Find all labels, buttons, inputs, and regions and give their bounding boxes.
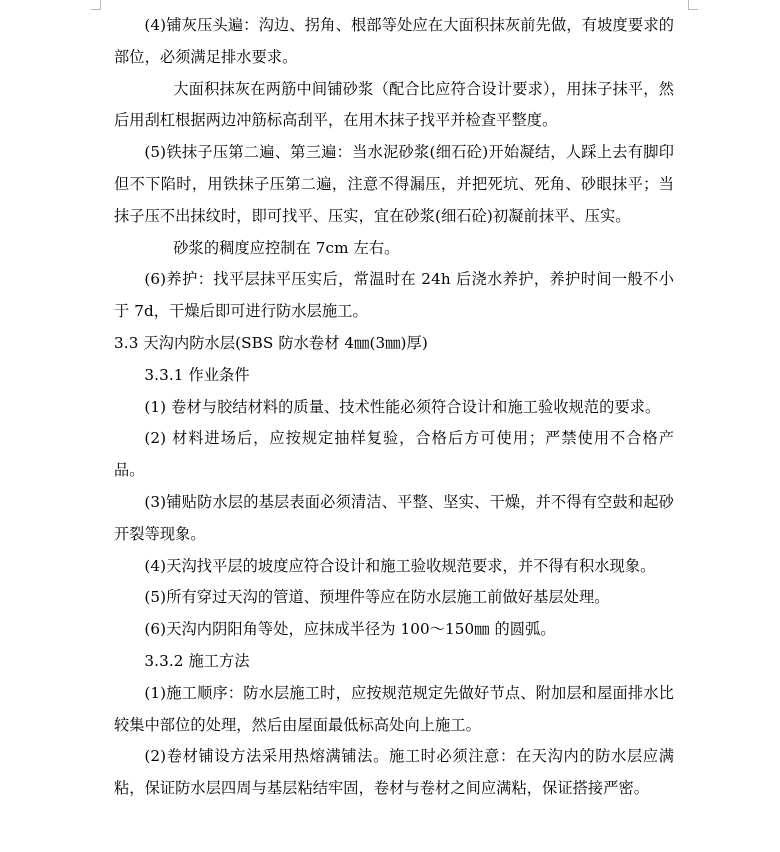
paragraph-4-first-pass: (4)铺灰压头遍：沟边、拐角、根部等处应在大面积抹灰前先做，有坡度要求的部位，必须满足排水要求。 (114, 16, 674, 66)
list-item-gutter-slope: (4)天沟找平层的坡度应符合设计和施工验收规范要求，并不得有积水现象。 (144, 556, 656, 575)
subsection-heading-3-3-1: 3.3.1 作业条件 (144, 365, 250, 384)
paragraph-6-curing: (6)养护：找平层抹平压实后，常温时在 24h 后浇水养护，养护时间一般不小于 7d，干燥后即可进行防水层施工。 (114, 270, 674, 321)
list-item-material-quality: (1) 卷材与胶结材料的质量、技术性能必须符合设计和施工验收规范的要求。 (144, 397, 661, 416)
subsection-heading-3-3-2: 3.3.2 施工方法 (144, 651, 250, 670)
paragraph-mortar-consistency: 砂浆的稠度应控制在 7cm 左右。 (173, 238, 400, 257)
list-item-pipe-treatment: (5)所有穿过天沟的管道、预埋件等应在防水层施工前做好基层处理。 (144, 588, 610, 607)
list-item-base-surface: (3)铺贴防水层的基层表面必须清洁、平整、坚实、干燥，并不得有空鼓和起砂开裂等现象。 (114, 492, 674, 543)
list-item-construction-sequence: (1)施工顺序：防水层施工时，应按规范规定先做好节点、附加层和屋面排水比较集中部位的处理，然后由屋面最低标高处向上施工。 (114, 683, 674, 734)
paragraph-large-area-plaster: 大面积抹灰在两筋中间铺砂浆（配合比应符合设计要求），用抹子抹平，然后用刮杠根据两边冲筋标高刮平，在用木抹子找平并检查平整度。 (114, 79, 674, 130)
margin-corner-mark-left (91, 0, 101, 10)
section-heading-3-3: 3.3 天沟内防水层(SBS 防水卷材 4㎜(3㎜)厚) (114, 333, 428, 352)
list-item-corner-arc: (6)天沟内阴阳角等处，应抹成半径为 100～150㎜ 的圆弧。 (144, 620, 556, 639)
list-item-hot-melt-method: (2)卷材铺设方法采用热熔满铺法。施工时必须注意：在天沟内的防水层应满粘，保证防水层四周与基层粘结牢固，卷材与卷材之间应满粘，保证搭接严密。 (114, 747, 674, 798)
list-item-material-inspection: (2) 材料进场后，应按规定抽样复验，合格后方可使用；严禁使用不合格产品。 (114, 429, 674, 480)
document-body[interactable] (114, 10, 674, 805)
margin-corner-mark-right (688, 0, 698, 10)
paragraph-5-second-third-pass: (5)铁抹子压第二遍、第三遍：当水泥砂浆(细石砼)开始凝结，人踩上去有脚印但不下陷时，用铁抹子压第二遍，注意不得漏压，并把死坑、死角、砂眼抹平；当抹子压不出抹纹时，即可找平、压实，宜在砂浆(细石砼)初凝前抹平、压实。 (114, 143, 674, 225)
